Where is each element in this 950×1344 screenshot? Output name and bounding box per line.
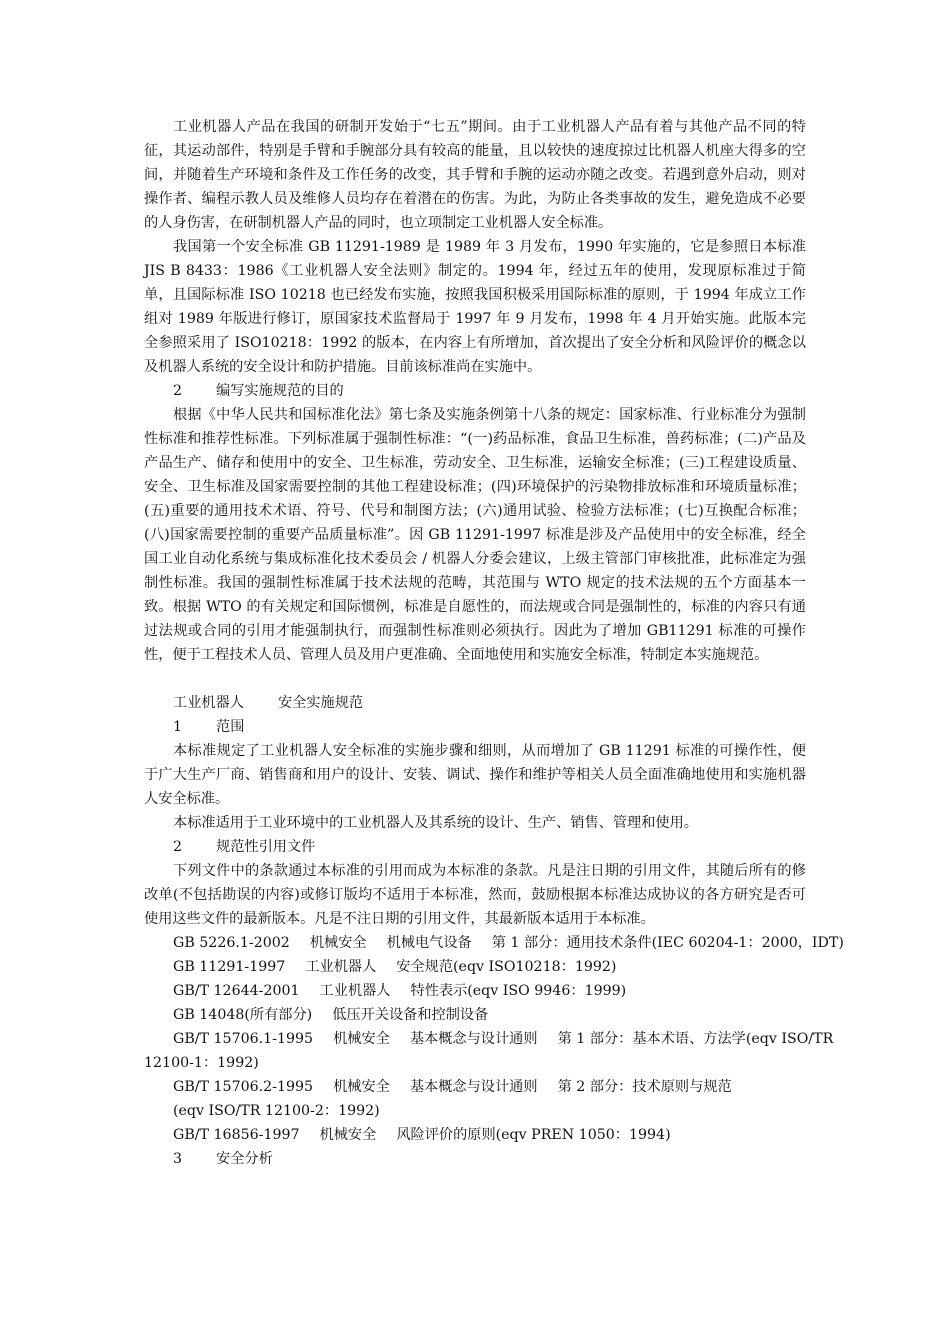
section-number: 2 bbox=[173, 383, 183, 399]
intro-paragraph-3: 根据《中华人民共和国标准化法》第七条及实施条例第十八条的规定：国家标准、行业标准分为强制性标准和推荐性标准。下列标准属于强制性标准：“(一)药品标准，食品卫生标准，兽药标准；(二)产品及产品生产、储存和使用中的安全、卫生标准，劳动安全、卫生标准，运输安全标准；(三)工程建设质量、安全、卫生标准及国家需要控制的其他工程建设标准；(四)环境保护的污染物排放标准和环境质量标准；(五)重要的通用技术术语、符号、代号和制图方法；(六)通用试验、检验方法标准；(七)互换配合标准；(八)国家需要控制的重要产品质量标准”。因 GB 11291-1997 标准是涉及产品使用中的安全标准，经全国工业自动化系统与集成标准化技术委员会 / 机器人分委会建议，上级主管部门审核批准，此标准定为强制性标准。我国的强制性标准属于技术法规的范畴，其范围与 WTO 规定的技术法规的五个方面基本一致。根据 WTO 的有关规定和国际惯例，标准是自愿性的，而法规或合同是强制性的，标准的内容只有通过法规或合同的引用才能强制执行，而强制性标准则必须执行。因此为了增加 GB11291 标准的可操作性，便于工程技术人员、管理人员及用户更准确、全面地使用和实施安全标准，特制定本实施规范。 bbox=[144, 407, 806, 663]
reference-item: GB 5226.1-2002 机械安全 机械电气设备 第 1 部分：通用技术条件(IEC 60204-1：2000，IDT) bbox=[173, 935, 844, 951]
section-number: 1 bbox=[173, 719, 183, 735]
section-title: 规范性引用文件 bbox=[216, 839, 316, 855]
reference-item: GB 14048(所有部分) 低压开关设备和控制设备 bbox=[173, 1007, 489, 1023]
title-part-b: 安全实施规范 bbox=[277, 695, 364, 711]
document-title bbox=[144, 691, 806, 715]
reference-item: GB 11291-1997 工业机器人 安全规范(eqv ISO10218：1992) bbox=[173, 959, 617, 975]
reference-item-continuation: 12100-1：1992) bbox=[144, 1055, 259, 1071]
reference-item: GB/T 16856-1997 机械安全 风险评价的原则(eqv PREN 1050：1994) bbox=[173, 1127, 671, 1143]
references-intro-paragraph: 下列文件中的条款通过本标准的引用而成为本标准的条款。凡是注日期的引用文件，其随后所有的修改单(不包括勘误的内容)或修订版均不适用于本标准，然而，鼓励根据本标准达成协议的各方研究是否可使用这些文件的最新版本。凡是不注日期的引用文件，其最新版本适用于本标准。 bbox=[144, 863, 806, 927]
scope-paragraph-2: 本标准适用于工业环境中的工业机器人及其系统的设计、生产、销售、管理和使用。 bbox=[173, 815, 698, 831]
section-number: 2 bbox=[173, 839, 183, 855]
section-title: 范围 bbox=[216, 719, 245, 735]
section-heading-scope bbox=[144, 715, 806, 739]
document-body bbox=[144, 115, 844, 1171]
section-title: 编写实施规范的目的 bbox=[216, 383, 344, 399]
reference-item: GB/T 15706.1-1995 机械安全 基本概念与设计通则 第 1 部分：基本术语、方法学(eqv ISO/TR bbox=[173, 1031, 834, 1047]
reference-item-continuation: (eqv ISO/TR 12100-2：1992) bbox=[173, 1103, 380, 1119]
title-part-a: 工业机器人 bbox=[173, 695, 244, 711]
section-heading-references bbox=[144, 835, 806, 859]
scope-paragraph-1: 本标准规定了工业机器人安全标准的实施步骤和细则，从而增加了 GB 11291 标准的可操作性，便于广大生产厂商、销售商和用户的设计、安装、调试、操作和维护等相关人员全面准确地使用和实施机器人安全标准。 bbox=[144, 743, 806, 807]
section-title: 安全分析 bbox=[216, 1151, 273, 1167]
intro-paragraph-2: 我国第一个安全标准 GB 11291-1989 是 1989 年 3 月发布，1990 年实施的，它是参照日本标准 JIS B 8433：1986《工业机器人安全法则》制定的。1994 年，经过五年的使用，发现原标准过于简单，且国际标准 ISO 10218 也已经发布实施，按照我国积极采用国际标准的原则，于 1994 年成立工作组对 1989 年版进行修订，原国家技术监督局于 1997 年 9 月发布，1998 年 4 月开始实施。此版本完全参照采用了 ISO10218：1992 的版本，在内容上有所增加，首次提出了安全分析和风险评价的概念以及机器人系统的安全设计和防护措施。目前该标准尚在实施中。 bbox=[144, 239, 806, 375]
reference-item: GB/T 15706.2-1995 机械安全 基本概念与设计通则 第 2 部分：技术原则与规范 bbox=[173, 1079, 732, 1095]
section-heading-safety-analysis bbox=[144, 1147, 806, 1171]
section-heading-purpose bbox=[144, 379, 806, 403]
reference-item: GB/T 12644-2001 工业机器人 特性表示(eqv ISO 9946：1999) bbox=[173, 983, 627, 999]
intro-paragraph-1: 工业机器人产品在我国的研制开发始于“七五”期间。由于工业机器人产品有着与其他产品不同的特征，其运动部件，特别是手臂和手腕部分具有较高的能量，且以较快的速度掠过比机器人机座大得多的空间，并随着生产环境和条件及工作任务的改变，其手臂和手腕的运动亦随之改变。若遇到意外启动，则对操作者、编程示教人员及维修人员均存在着潜在的伤害。为此，为防止各类事故的发生，避免造成不必要的人身伤害，在研制机器人产品的同时，也立项制定工业机器人安全标准。 bbox=[144, 119, 806, 231]
section-number: 3 bbox=[173, 1151, 183, 1167]
